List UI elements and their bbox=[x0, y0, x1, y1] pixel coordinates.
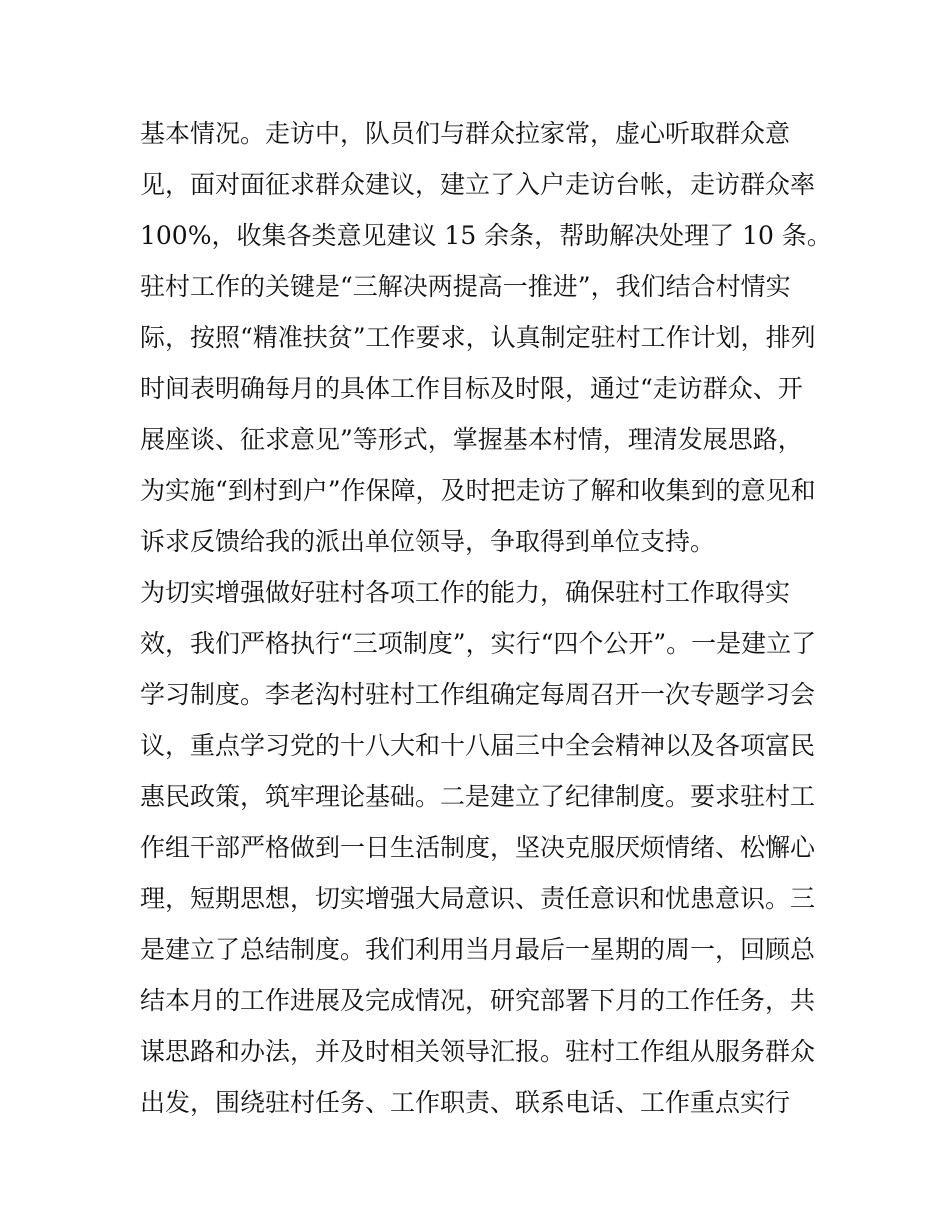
text-line: 议，重点学习党的十八大和十八届三中全会精神以及各项富民 bbox=[140, 731, 816, 760]
text-line: 出发，围绕驻村任务、工作职责、联系电话、工作重点实行 bbox=[140, 1088, 791, 1117]
text-line: 效，我们严格执行“三项制度”，实行“四个公开”。一是建立了 bbox=[140, 629, 817, 658]
text-line: 为切实增强做好驻村各项工作的能力，确保驻村工作取得实 bbox=[140, 578, 791, 607]
text-line: 结本月的工作进展及完成情况，研究部署下月的工作任务，共 bbox=[140, 986, 816, 1015]
text-line: 理，短期思想，切实增强大局意识、责任意识和忧患意识。三 bbox=[140, 884, 816, 913]
text-line: 作组干部严格做到一日生活制度，坚决克服厌烦情绪、松懈心 bbox=[140, 833, 816, 862]
text-line: 谋思路和办法，并及时相关领导汇报。驻村工作组从服务群众 bbox=[140, 1037, 816, 1066]
text-line: 为实施“到村到户”作保障，及时把走访了解和收集到的意见和 bbox=[140, 476, 816, 505]
text-line: 驻村工作的关键是“三解决两提高一推进”，我们结合村情实 bbox=[140, 272, 791, 301]
text-line: 惠民政策，筑牢理论基础。二是建立了纪律制度。要求驻村工 bbox=[140, 782, 816, 811]
text-line: 际，按照“精准扶贫”工作要求，认真制定驻村工作计划，排列 bbox=[140, 323, 816, 352]
text-line: 100%，收集各类意见建议 15 余条，帮助解决处理了 10 条。 bbox=[140, 221, 832, 250]
text-line: 基本情况。走访中，队员们与群众拉家常，虚心听取群众意 bbox=[140, 119, 791, 148]
text-line: 是建立了总结制度。我们利用当月最后一星期的周一，回顾总 bbox=[140, 935, 816, 964]
text-line: 学习制度。李老沟村驻村工作组确定每周召开一次专题学习会 bbox=[140, 680, 816, 709]
text-line: 诉求反馈给我的派出单位领导，争取得到单位支持。 bbox=[140, 527, 716, 556]
text-line: 展座谈、征求意见”等形式，掌握基本村情，理清发展思路， bbox=[140, 425, 803, 454]
body-text bbox=[140, 108, 832, 1128]
text-line: 见，面对面征求群众建议，建立了入户走访台帐，走访群众率 bbox=[140, 170, 816, 199]
text-line: 时间表明确每月的具体工作目标及时限，通过“走访群众、开 bbox=[140, 374, 803, 403]
